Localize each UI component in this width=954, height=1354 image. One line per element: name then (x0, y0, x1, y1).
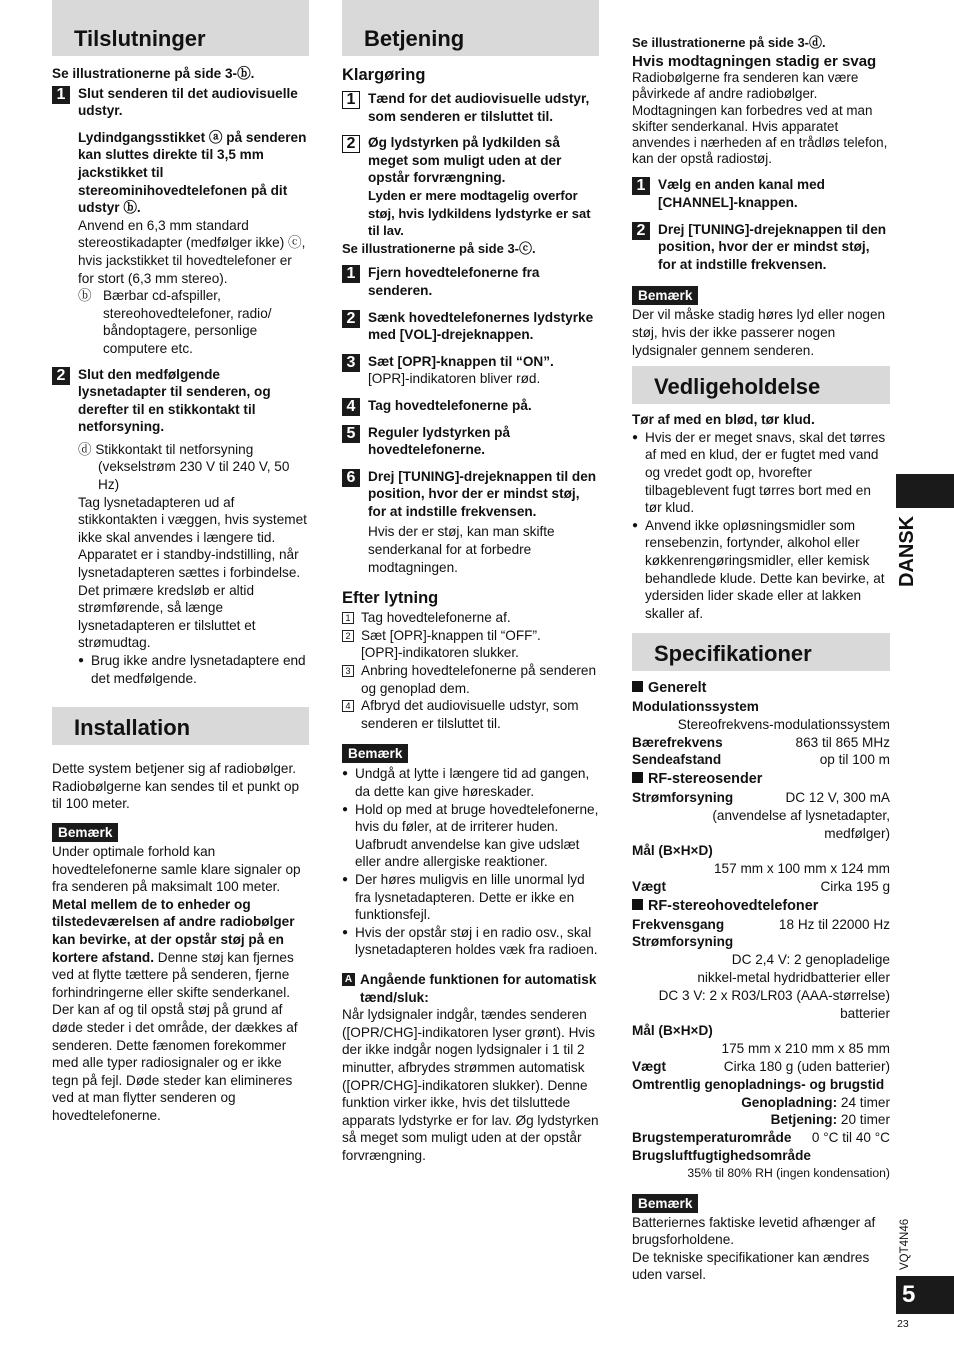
auto-power-heading (342, 971, 599, 1006)
step-1 (632, 176, 890, 211)
step-number: 1 (342, 612, 354, 624)
spec-value: 0 °C til 40 °C (811, 1130, 890, 1146)
spec-value: nikkel-metal hydridbatterier eller (697, 970, 890, 986)
legend-item: ⓓ Stikkontakt til netforsyning (vekselstrøm 230 V til 240 V, 50 Hz) (78, 441, 290, 493)
subheading-weak-reception: Hvis modtagningen stadig er svag (632, 52, 877, 70)
spec-row (632, 1094, 890, 1112)
spec-value: DC 12 V, 300 mA (785, 790, 890, 806)
spec-label: Strømforsyning (632, 934, 734, 950)
step-4 (342, 397, 599, 415)
note-paragraph: Der kan af og til opstå støj på grund af døde steder i det område, der dækkes af senderen. Dette fænomen forekommer med alle typer radiosignaler og er ikke tegn på fejl. Døde steder kan elimineres ved at man flytter senderen og hovedtelefonerne. (52, 1002, 298, 1123)
spec-value: 863 til 865 MHz (795, 734, 890, 750)
bullet-text: Uafbrudt anvendelse kan give udslæt eller andre allergiske reaktioner. (355, 836, 580, 870)
spec-value: 20 timer (840, 1112, 890, 1128)
bullet-item: ● Undgå at lytte i længere tid ad gangen, da dette kan give høreskader. (342, 765, 599, 800)
spec-label: Mål (B×H×D) (632, 1023, 713, 1039)
step-detail: Apparatet er i standby-indstilling, når lysnetadapteren sættes i forbindelse. Det primære kredsløb er altid strømførende, så længe lysnetadapteren er tilsluttet et strømudtag. (78, 547, 301, 651)
square-bullet-icon (632, 772, 643, 783)
spec-group-heading (632, 771, 890, 789)
spec-row (632, 1129, 890, 1147)
step-text: Slut den medfølgende lysnetadapter til senderen, og derefter til en stikkontakt til netforsyning. (78, 366, 271, 435)
step-number: 3 (342, 665, 354, 677)
step-text: Øg lydstyrken på lydkilden så meget som muligt uden at der opstår forvrængning. (368, 135, 562, 186)
step-text: Tag hovedtelefonerne på. (368, 397, 532, 413)
bullet-item: ● Brug ikke andre lysnetadaptere end det medfølgende. (78, 652, 309, 687)
square-bullet-icon (632, 681, 643, 692)
paragraph: Radiobølgerne fra senderen kan være påvirkede af andre radiobølger. Modtagningen kan forbedres ved at man skifter senderkanal. Hvis apparatet anvendes i nærheden af en trådløs telefon, kan der opstå radiostøj. (632, 70, 888, 167)
spec-label: Vægt (632, 1059, 666, 1075)
column-left (52, 0, 309, 1124)
bullet-item (342, 801, 599, 871)
step-number: 5 (342, 425, 360, 443)
section-title-betjening: Betjening (342, 0, 599, 56)
spec-group-title: Generelt (648, 680, 707, 697)
sub-page-number: 23 (897, 1318, 909, 1330)
list-item (342, 609, 599, 627)
spec-label: Genopladning: (741, 1094, 838, 1110)
step-detail: Lyden er mere modtagelig overfor støj, hvis lydkildens lydstyrke er sat til lav. (368, 187, 591, 239)
spec-label: Frekvensgang (632, 916, 725, 932)
page-number: 5 (896, 1276, 954, 1314)
step-detail: Anvend en 6,3 mm standard stereostikadapter (medfølger ikke) ⓒ, hvis jackstikket til hovedtelefoner er for stort (6,3 mm stereo). (78, 217, 306, 286)
spec-value: 35% til 80% RH (ingen kondensation) (687, 1165, 890, 1180)
step-number: 2 (632, 222, 650, 240)
step-text: Drej [TUNING]-drejeknappen til den position, hvor der er mindst støj, for at indstille frekvensen. (368, 468, 597, 519)
spec-label: Omtrentlig genopladnings- og brugstid (632, 1076, 885, 1092)
paragraph: Radiobølgerne kan sendes til et punkt op til 100 meter. (52, 778, 300, 812)
step-number: 4 (342, 700, 354, 712)
step-number: 2 (342, 135, 360, 153)
step-number: 3 (342, 354, 360, 372)
maintenance-heading: Tør af med en blød, tør klud. (632, 412, 815, 428)
step-1 (52, 85, 309, 358)
subheading-efter-lytning: Efter lytning (342, 589, 439, 608)
list-text: Tag hovedtelefonerne af. (361, 610, 511, 626)
illustration-reference: Se illustrationerne på side 3-ⓓ. (632, 35, 826, 50)
spec-row (632, 916, 890, 934)
step-text: Tænd for det audiovisuelle udstyr, som senderen er tilsluttet til. (368, 91, 590, 124)
step-text: Sænk hovedtelefonernes lydstyrke med [VOL]-drejeknappen. (368, 309, 594, 343)
step-1 (342, 264, 599, 299)
bullet-item: ● Anvend ikke opløsningsmidler som rensebenzin, fortynder, alkohol eller køkkenrengøringsmidler, eller kemisk behandlede klude. Dette kan bevirke, at ydersiden lider skade eller at lakken skaller af. (632, 517, 890, 623)
step-text: Sæt [OPR]-knappen til “ON”. (368, 353, 554, 369)
note-text: Batteriernes faktiske levetid afhænger af brugsforholdene. (632, 1214, 876, 1248)
note-marker-a: A (342, 973, 355, 986)
spec-value: (anvendelse af lysnetadapter, (712, 807, 890, 823)
spec-group-heading (632, 898, 890, 916)
legend-item (78, 287, 309, 357)
spec-label: Brugstemperaturområde (632, 1130, 792, 1146)
spec-group-heading (632, 680, 890, 698)
spec-value: 175 mm x 210 mm x 85 mm (721, 1041, 890, 1057)
note-label: Bemærk (632, 286, 698, 305)
column-middle (342, 0, 599, 1164)
spec-value: Cirka 180 g (uden batterier) (723, 1059, 890, 1075)
list-item (342, 697, 599, 732)
step-number: 2 (342, 310, 360, 328)
spec-label: Sendeafstand (632, 752, 722, 768)
language-tab-bar (896, 474, 954, 508)
note-text: De tekniske specifikationer kan ændres uden varsel. (632, 1249, 870, 1283)
bullet-text: ● Hold op med at bruge hovedtelefonerne, hvis du føler, at de irriterer huden. (355, 801, 599, 835)
section-title-tilslutninger: Tilslutninger (52, 0, 309, 56)
paragraph: Dette system betjener sig af radiobølger. (52, 761, 297, 777)
spec-label: Brugsluftfugtighedsområde (632, 1148, 811, 1163)
step-1 (342, 90, 599, 125)
list-item (342, 662, 599, 697)
note-text-bold: Metal mellem de to enheder og tilstedeværelsen af andre radiobølger kan bevirke, at der opstår støj på en kortere afstand. (52, 896, 295, 965)
step-2 (342, 134, 599, 240)
step-2 (342, 309, 599, 344)
square-bullet-icon (632, 899, 643, 910)
note-paragraph (52, 843, 309, 1001)
list-text: Sæt [OPR]-knappen til “OFF”. (361, 627, 541, 643)
step-6 (342, 468, 599, 577)
step-text: Reguler lydstyrken på hovedtelefonerne. (368, 424, 511, 458)
spec-value: Cirka 195 g (820, 879, 890, 895)
step-3 (342, 353, 599, 388)
list-item (342, 627, 599, 662)
step-2 (632, 221, 890, 274)
spec-value: 24 timer (840, 1094, 890, 1110)
spec-row (632, 1111, 890, 1129)
spec-label: Strømforsyning (632, 790, 734, 806)
spec-group-title: RF-stereosender (648, 771, 763, 788)
note-label: Bemærk (632, 1194, 698, 1213)
step-text: Drej [TUNING]-drejeknappen til den position, hvor der er mindst støj, for at indstille frekvensen. (658, 221, 887, 272)
model-code: VQT4N46 (899, 1218, 911, 1270)
spec-label: Bærefrekvens (632, 734, 723, 750)
step-number: 4 (342, 398, 360, 416)
step-5 (342, 424, 599, 459)
spec-value: DC 3 V: 2 x R03/LR03 (AAA-størrelse) (658, 987, 890, 1003)
note-text: Denne støj kan fjernes ved at flytte tættere på senderen, fjerne forhindringerne eller skifte senderkanel. (52, 949, 294, 1000)
illustration-reference: Se illustrationerne på side 3-ⓑ. (52, 66, 255, 81)
note-text: Under optimale forhold kan hovedtelefonerne samle klare signaler op fra senderen på maksimalt 100 meter. (52, 843, 301, 895)
step-2 (52, 366, 309, 688)
step-detail: Lydindgangsstikket ⓐ på senderen kan sluttes direkte til 3,5 mm jackstikket til stereominihovedtelefonen på dit udstyr ⓑ. (78, 129, 307, 216)
step-text: Fjern hovedtelefonerne fra senderen. (368, 265, 540, 298)
note-label: Bemærk (342, 744, 408, 763)
bullet-item: ● Hvis der opstår støj i en radio osv., skal lysnetadapteren holdes væk fra radioen. (342, 924, 599, 959)
spec-label: Betjening: (770, 1112, 838, 1128)
legend-marker: ⓑ (78, 288, 92, 304)
step-number: 2 (52, 367, 70, 385)
column-right (632, 0, 890, 1284)
step-number: 1 (52, 86, 70, 104)
spec-value: DC 2,4 V: 2 genopladelige (731, 952, 890, 968)
list-text: Afbryd det audiovisuelle udstyr, som senderen er tilsluttet til. (361, 698, 579, 731)
step-detail: Hvis der er støj, kan man skifte senderkanal for at forbedre modtagningen. (368, 524, 555, 575)
spec-row (632, 751, 890, 769)
spec-label: Modulationssystem (632, 699, 759, 715)
spec-value: 157 mm x 100 mm x 124 mm (713, 861, 890, 877)
spec-group-title: RF-stereohovedtelefoner (648, 897, 819, 914)
section-title-specifikationer: Specifikationer (632, 633, 890, 671)
spec-row (632, 878, 890, 896)
section-title-vedligeholdelse: Vedligeholdelse (632, 366, 890, 404)
step-detail: [OPR]-indikatoren bliver rød. (368, 371, 541, 387)
bullet-item: ● Der høres muligvis en lille unormal lyd fra lysnetadapteren. Dette er ikke en funktionsfejl. (342, 871, 599, 924)
auto-power-text: Når lydsignaler indgår, tændes senderen ([OPR/CHG]-indikatoren lyser grønt). Hvis der ikke indgår nogen lydsignaler i 1 til 2 minutter, afbrydes strømmen automatisk ([OPR/CHG]-indikatoren slukker). Denne funktion virker ikke, hvis det tilsluttede apparats lydstyrke er for lav. Øg lydstyrken så meget som muligt uden at der opstår forvrængning. (342, 1007, 599, 1163)
spec-value: batterier (840, 1005, 890, 1021)
spec-row (632, 734, 890, 752)
bullet-item: ● Hvis der er meget snavs, skal det tørres af med en klud, der er fugtet med vand og vredet godt op, hvorefter tilbageblevent fugt tørres bort med en tør klud. (632, 429, 890, 517)
language-label: DANSK (896, 515, 918, 587)
step-number: 6 (342, 469, 360, 487)
spec-value: op til 100 m (819, 752, 890, 768)
spec-label: Mål (B×H×D) (632, 843, 713, 859)
section-title-installation: Installation (52, 707, 309, 745)
spec-label: Vægt (632, 879, 666, 895)
step-number: 1 (632, 177, 650, 195)
spec-value: 18 Hz til 22000 Hz (778, 916, 890, 932)
list-text: [OPR]-indikatoren slukker. (361, 645, 519, 661)
spec-value: medfølger) (824, 825, 890, 841)
spec-row (632, 789, 890, 807)
step-number: 1 (342, 265, 360, 283)
auto-power-title: Angående funktionen for automatisk tænd/sluk: (360, 971, 597, 1005)
subheading-klargoring: Klargøring (342, 66, 426, 84)
illustration-reference: Se illustrationerne på side 3-ⓒ. (342, 240, 536, 256)
note-label: Bemærk (52, 823, 118, 842)
step-text: Slut senderen til det audiovisuelle udstyr. (78, 85, 298, 119)
list-text: Anbring hovedtelefonerne på senderen og genoplad dem. (361, 663, 597, 696)
spec-table (632, 680, 890, 1182)
spec-value: Stereofrekvens-modulationssystem (677, 716, 890, 732)
note-text: Der vil måske stadig høres lyd eller nogen støj, hvis der ikke passerer nogen lydsignaler gennem senderen. (632, 307, 886, 358)
step-text: Vælg en anden kanal med [CHANNEL]-knappen. (658, 177, 825, 210)
spec-row (632, 1058, 890, 1076)
step-number: 2 (342, 630, 354, 642)
legend-text: Bærbar cd-afspiller, stereohovedtelefoner, radio/ båndoptagere, personlige computere etc. (103, 288, 272, 356)
step-number: 1 (342, 91, 360, 109)
step-detail: Tag lysnetadapteren ud af stikkontakten i væggen, hvis systemet ikke skal anvendes i længere tid. (78, 494, 307, 545)
